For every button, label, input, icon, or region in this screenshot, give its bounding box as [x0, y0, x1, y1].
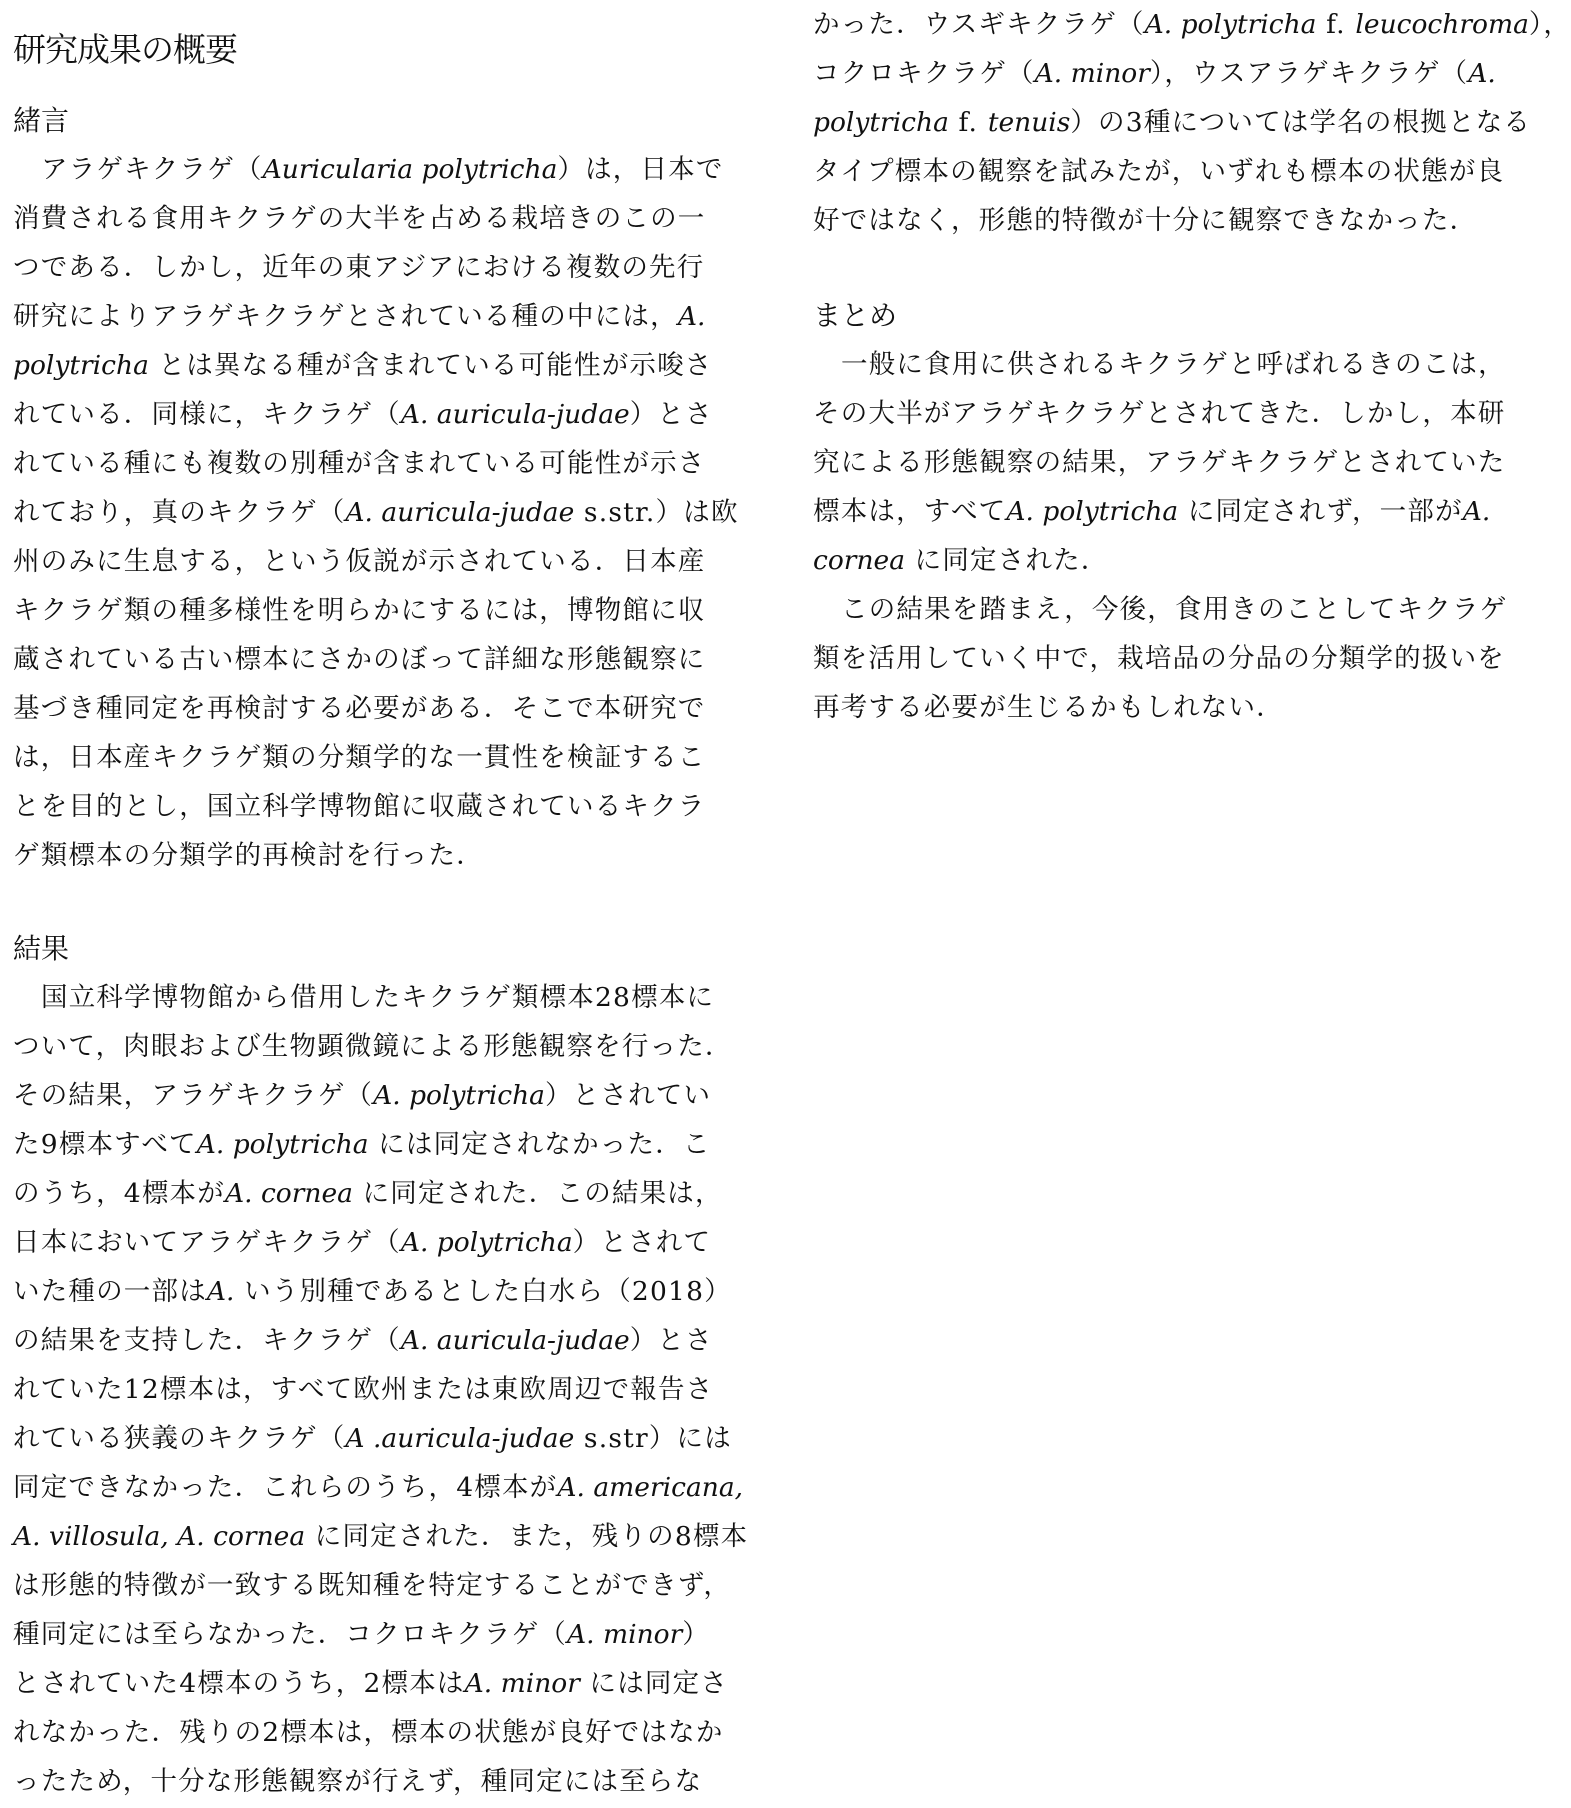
text-line — [813, 536, 1507, 585]
text-run: ）， — [1528, 9, 1571, 40]
text-line — [13, 1365, 748, 1414]
text-run: f. — [948, 107, 988, 138]
text-run: れている種にも複数の別種が含まれている可能性が示さ — [13, 448, 706, 479]
text-line — [813, 147, 1571, 196]
text-line — [813, 585, 1507, 634]
text-line — [13, 973, 748, 1022]
text-line — [13, 1071, 748, 1120]
text-line — [13, 341, 739, 390]
text-run: ったため，十分な形態観察が行えず，種同定には至らな — [13, 1766, 703, 1797]
italic-text-run: A. — [677, 301, 706, 332]
results-section — [13, 924, 748, 1806]
summary-heading: まとめ — [813, 299, 898, 332]
text-line — [813, 340, 1507, 389]
text-line — [13, 439, 739, 488]
italic-text-run: cornea — [813, 545, 906, 576]
results-heading: 結果 — [13, 932, 70, 965]
text-run: この結果を踏まえ，今後，食用きのことしてキクラゲ — [841, 594, 1508, 625]
text-line — [13, 145, 739, 194]
text-line — [13, 1316, 748, 1365]
text-run: 標本は，すべて — [813, 496, 1007, 527]
italic-text-run: A. americana, — [557, 1472, 744, 1503]
results-continued-body — [813, 0, 1571, 245]
text-run: 再考する必要が生じるかもしれない． — [813, 692, 1284, 723]
italic-text-run: A. polytricha — [196, 1129, 369, 1160]
text-run: に同定された．この結果は， — [352, 1178, 723, 1209]
italic-text-run: A. — [1462, 496, 1491, 527]
text-line — [813, 98, 1571, 147]
text-run: いた種の一部は — [13, 1276, 207, 1307]
text-run: 究による形態観察の結果，アラゲキクラゲとされていた — [813, 447, 1506, 478]
text-run: つである．しかし，近年の東アジアにおける複数の先行 — [13, 252, 705, 283]
italic-text-run: polytricha — [13, 350, 149, 381]
text-run: に同定されず，一部が — [1178, 496, 1463, 527]
introduction-heading: 緒言 — [13, 104, 70, 137]
text-run: には同定されなかった．こ — [368, 1129, 711, 1160]
text-run: f. — [1316, 9, 1356, 40]
text-run: れなかった．残りの2標本は，標本の状態が良好ではなか — [13, 1717, 724, 1748]
text-line — [13, 390, 739, 439]
text-run: いう別種であるとした白水ら（2018） — [234, 1276, 732, 1307]
italic-text-run: A. polytricha — [1006, 496, 1179, 527]
text-run: ）とさ — [629, 1325, 713, 1356]
text-line — [13, 1414, 748, 1463]
italic-text-run: A .auricula-judae — [345, 1423, 575, 1454]
text-run: その大半がアラゲキクラゲとされてきた．しかし，本研 — [813, 398, 1506, 429]
text-run: とは異なる種が含まれている可能性が示唆さ — [148, 350, 713, 381]
italic-text-run: tenuis — [987, 107, 1071, 138]
text-line — [13, 1561, 748, 1610]
text-run: ）の3種については学名の根拠となる — [1070, 107, 1532, 138]
text-line — [13, 194, 739, 243]
text-line — [13, 243, 739, 292]
text-line — [813, 196, 1571, 245]
page-title: 研究成果の概要 — [13, 30, 237, 69]
text-line — [13, 1512, 748, 1561]
italic-text-run: A. — [1468, 58, 1496, 89]
text-run: タイプ標本の観察を試みたが，いずれも標本の状態が良 — [813, 156, 1505, 187]
text-line — [13, 1610, 748, 1659]
text-run: 州のみに生息する，という仮説が示されている．日本産 — [13, 546, 706, 577]
italic-text-run: A. minor — [567, 1619, 683, 1650]
text-run: に同定された．また，残りの8標本 — [305, 1521, 749, 1552]
text-run: コクロキクラゲ（ — [813, 58, 1035, 89]
text-line — [13, 733, 739, 782]
text-run: れており，真のキクラゲ（ — [13, 497, 346, 528]
text-line — [13, 537, 739, 586]
italic-text-run: A. auricula-judae — [400, 399, 630, 430]
italic-text-run: A. villosula, A. cornea — [13, 1521, 306, 1552]
summary-body — [813, 340, 1507, 732]
text-run: とされていた4標本のうち，2標本は — [13, 1668, 465, 1699]
italic-text-run: Auricularia polytricha — [262, 154, 558, 185]
text-run: 消費される食用キクラゲの大半を占める栽培きのこの一 — [13, 203, 706, 234]
text-run: その結果，アラゲキクラゲ（ — [13, 1080, 374, 1111]
text-line — [13, 1757, 748, 1806]
text-run: 国立科学博物館から借用したキクラゲ類標本28標本に — [41, 982, 715, 1013]
text-line — [13, 1120, 748, 1169]
text-run: の結果を支持した．キクラゲ（ — [13, 1325, 401, 1356]
text-run: 基づき種同定を再検討する必要がある．そこで本研究で — [13, 693, 706, 724]
text-run: ） — [682, 1619, 710, 1650]
italic-text-run: A. auricula-judae — [345, 497, 575, 528]
text-run: 蔵されている古い標本にさかのぼって詳細な形態観察に — [13, 644, 706, 675]
text-line — [13, 488, 739, 537]
text-run: 一般に食用に供されるキクラゲと呼ばれるきのこは， — [841, 349, 1506, 380]
text-run: には同定さ — [579, 1668, 729, 1699]
italic-text-run: A. polytricha — [373, 1080, 545, 1111]
results-body — [13, 973, 748, 1806]
text-run: アラゲキクラゲ（ — [41, 154, 263, 185]
text-line — [13, 1218, 748, 1267]
text-line — [13, 586, 739, 635]
text-run: とを目的とし，国立科学博物館に収蔵されているキクラ — [13, 791, 706, 822]
text-run: のうち，4標本が — [13, 1178, 225, 1209]
italic-text-run: A. polytricha — [1144, 9, 1317, 40]
text-run: れている．同様に，キクラゲ（ — [13, 399, 401, 430]
italic-text-run: A. minor — [1034, 58, 1150, 89]
text-run: ）とされて — [572, 1227, 712, 1258]
text-run: ），ウスアラゲキクラゲ（ — [1149, 58, 1469, 89]
introduction-section — [13, 96, 739, 880]
text-run: ついて，肉眼および生物顕微鏡による形態観察を行った． — [13, 1031, 733, 1062]
text-line — [13, 1659, 748, 1708]
italic-text-run: A. polytricha — [400, 1227, 573, 1258]
text-line — [813, 487, 1507, 536]
text-line — [13, 831, 739, 880]
italic-text-run: leucochroma — [1355, 9, 1529, 40]
text-line — [813, 0, 1571, 49]
text-run: は，日本産キクラゲ類の分類学的な一貫性を検証するこ — [13, 742, 706, 773]
introduction-body — [13, 145, 739, 880]
text-line — [813, 634, 1507, 683]
text-run: は形態的特徴が一致する既知種を特定することができず， — [13, 1570, 732, 1601]
italic-text-run: A. auricula-judae — [400, 1325, 630, 1356]
italic-text-run: A. — [206, 1276, 235, 1307]
text-run: 同定できなかった．これらのうち，4標本が — [13, 1472, 558, 1503]
text-run: ）は，日本で — [557, 154, 724, 185]
text-line — [13, 782, 739, 831]
text-line — [13, 292, 739, 341]
text-line — [13, 1022, 748, 1071]
text-run: s.str.）は欧 — [574, 497, 739, 528]
text-line — [13, 1708, 748, 1757]
text-line — [13, 1169, 748, 1218]
text-run: かった．ウスギキクラゲ（ — [813, 9, 1145, 40]
text-run: れている狭義のキクラゲ（ — [13, 1423, 346, 1454]
text-run: ）とされてい — [544, 1080, 712, 1111]
text-run: ）とさ — [629, 399, 713, 430]
italic-text-run: A. minor — [464, 1668, 580, 1699]
text-line — [813, 683, 1507, 732]
text-run: ゲ類標本の分類学的再検討を行った． — [13, 840, 484, 871]
text-run: に同定された． — [905, 545, 1109, 576]
text-run: 好ではなく，形態的特徴が十分に観察できなかった． — [813, 205, 1478, 236]
text-run: れていた12標本は，すべて欧州または東欧周辺で報告さ — [13, 1374, 714, 1405]
text-run: 研究によりアラゲキクラゲとされている種の中には， — [13, 301, 678, 332]
text-line — [13, 635, 739, 684]
text-run: キクラゲ類の種多様性を明らかにするには，博物館に収 — [13, 595, 706, 626]
text-run: s.str）には — [574, 1423, 732, 1454]
text-line — [813, 389, 1507, 438]
text-run: 日本においてアラゲキクラゲ（ — [13, 1227, 401, 1258]
italic-text-run: A. cornea — [224, 1178, 353, 1209]
text-line — [813, 49, 1571, 98]
text-line — [13, 684, 739, 733]
text-run: 種同定には至らなかった．コクロキクラゲ（ — [13, 1619, 567, 1650]
text-line — [13, 1267, 748, 1316]
text-line — [813, 438, 1507, 487]
text-run: 類を活用していく中で，栽培品の分品の分類学的扱いを — [813, 643, 1505, 674]
italic-text-run: polytricha — [813, 107, 949, 138]
text-line — [13, 1463, 748, 1512]
text-run: た9標本すべて — [13, 1129, 197, 1160]
summary-section — [813, 291, 1507, 732]
